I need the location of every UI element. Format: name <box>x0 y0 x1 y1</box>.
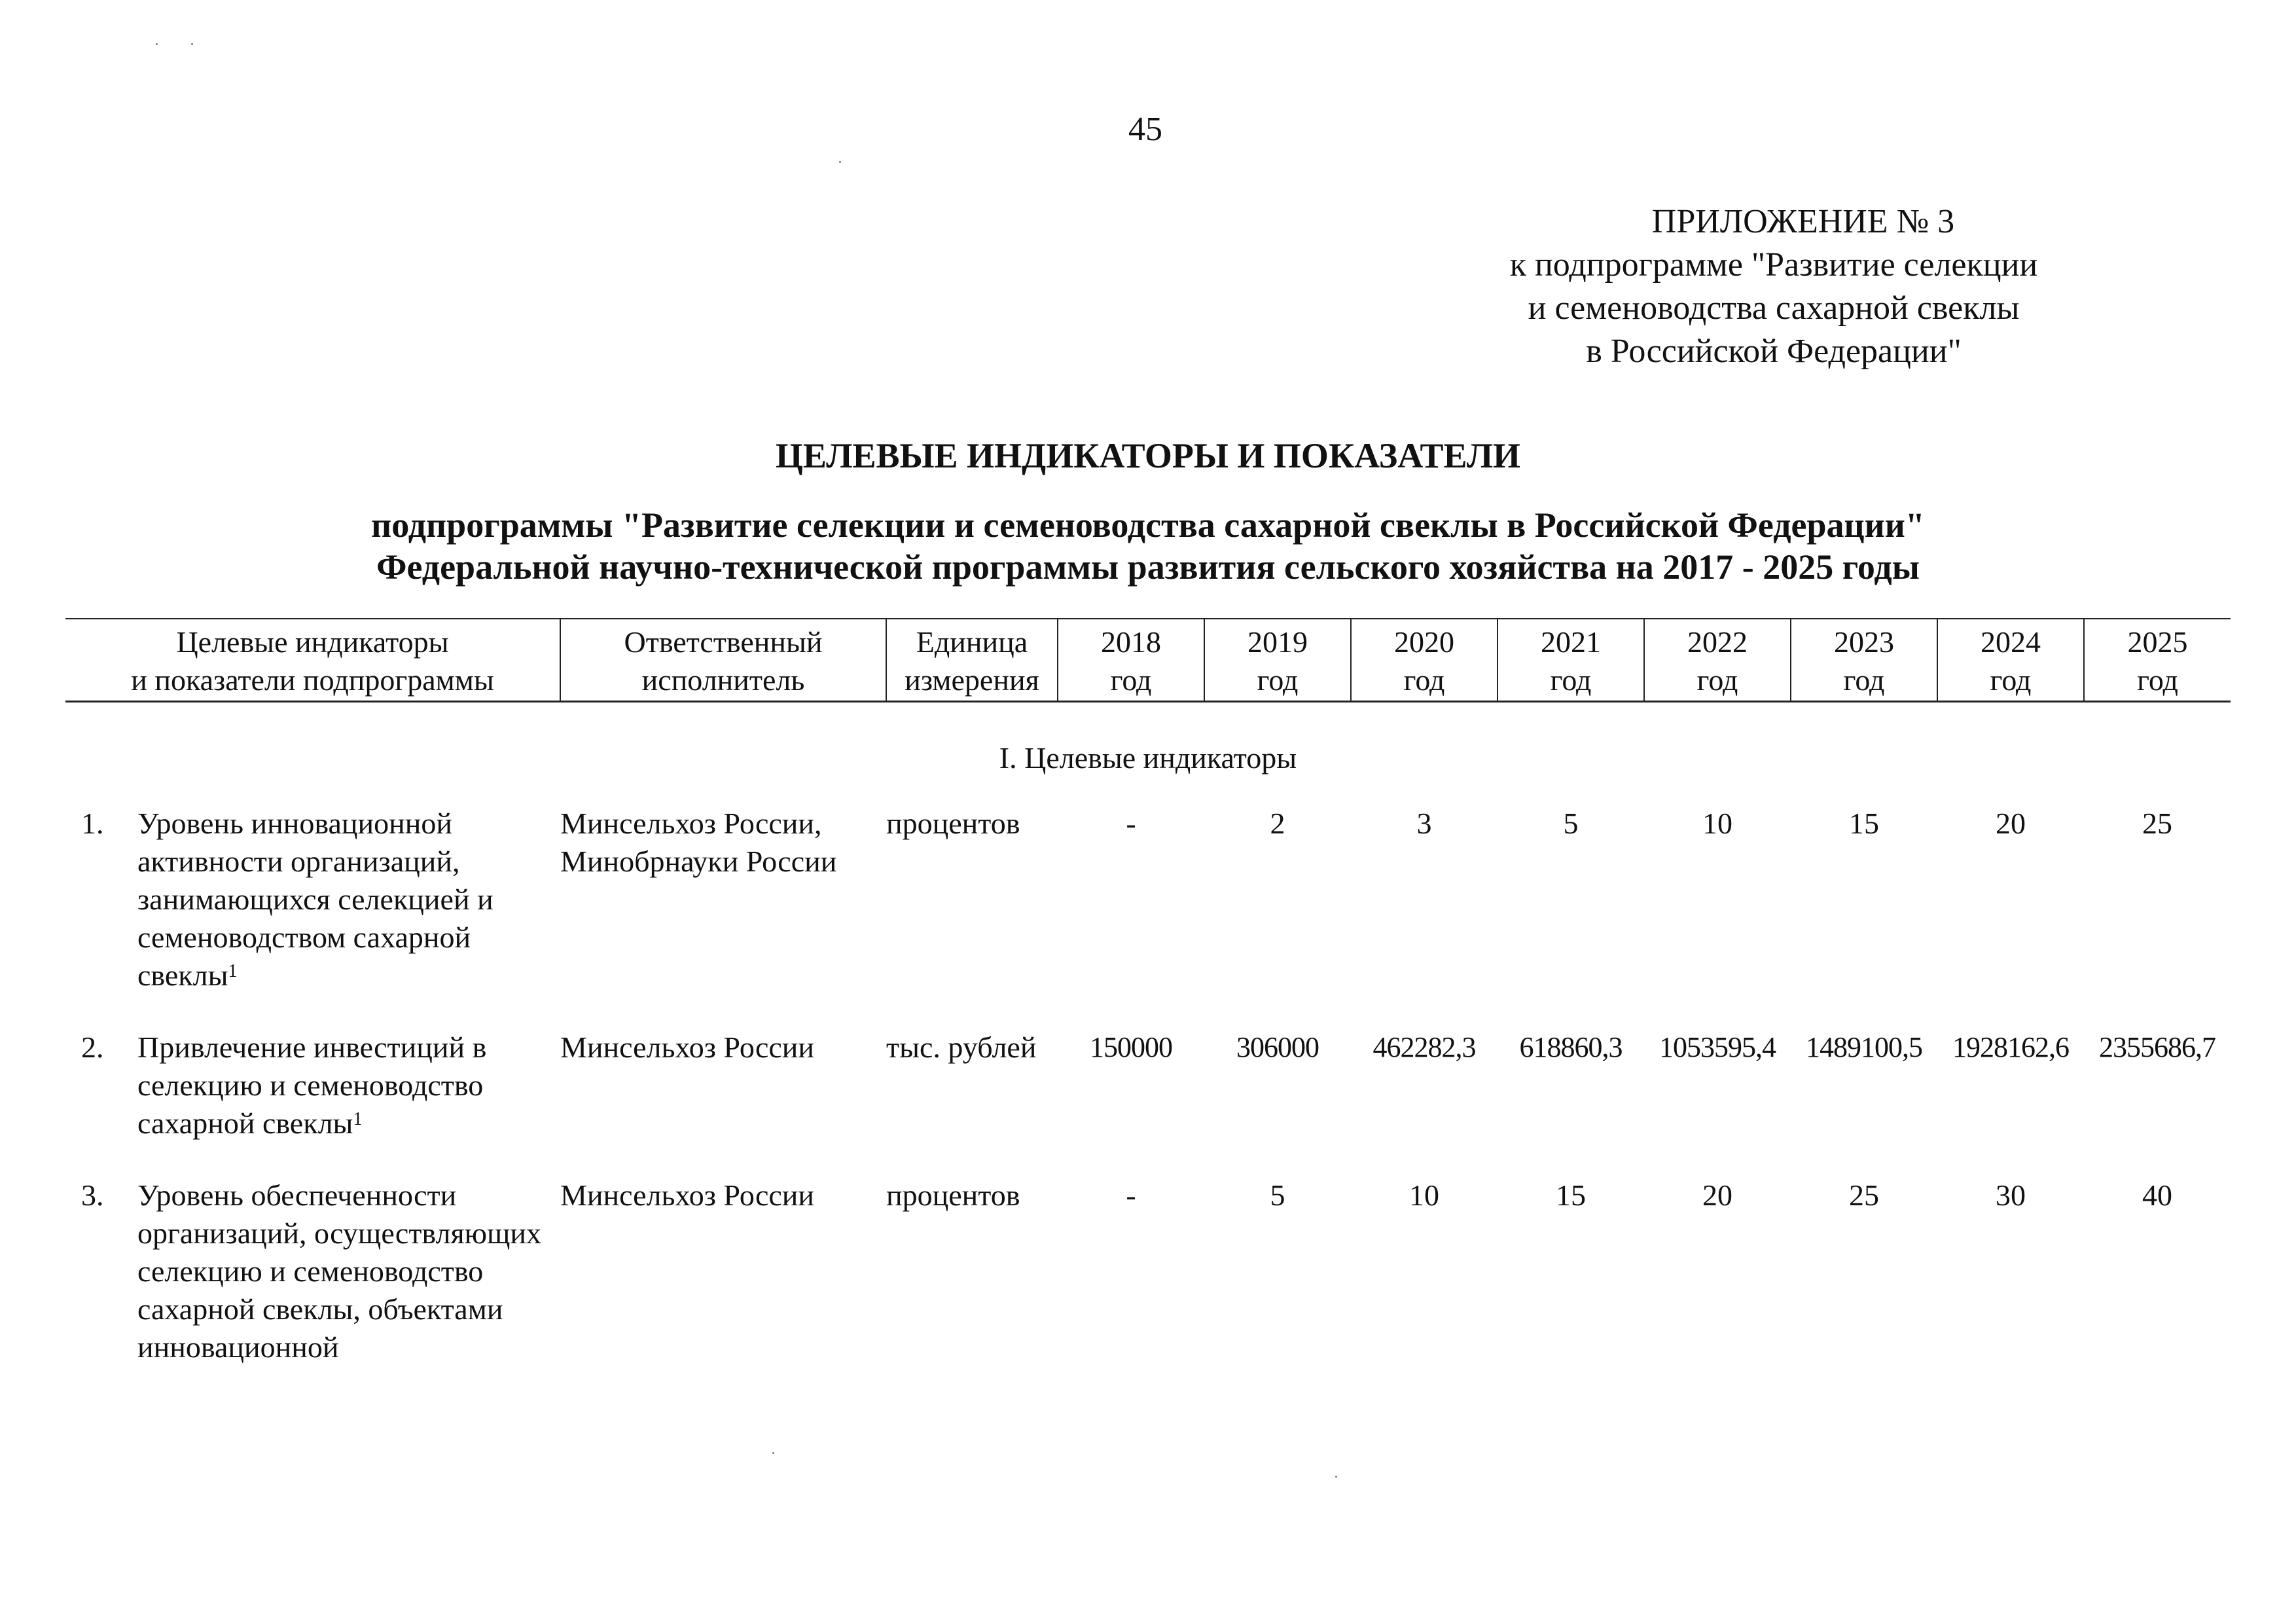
header-executor: Ответственный исполнитель <box>560 619 886 702</box>
value-cell: 462282,3 <box>1372 1031 1476 1063</box>
header-year: 2025 год <box>2084 619 2231 702</box>
value-cell: 20 <box>1702 1178 1732 1212</box>
section-row <box>65 702 2231 805</box>
title-line: подпрограммы "Развитие селекции и семеноводства сахарной свеклы в Российской Федерации" <box>371 505 1925 545</box>
unit-cell: процентов <box>886 807 1020 840</box>
value-cell: 5 <box>1563 807 1579 840</box>
header-year: 2021 год <box>1498 619 1644 702</box>
value-cell: 25 <box>2142 807 2172 840</box>
value-cell: 20 <box>1996 807 2026 840</box>
value-cell: - <box>1126 807 1136 840</box>
value-cell: 3 <box>1416 807 1432 840</box>
value-cell: 5 <box>1270 1178 1285 1212</box>
value-cell: 15 <box>1556 1178 1586 1212</box>
value-cell: 2 <box>1270 807 1285 840</box>
unit-cell: тыс. рублей <box>886 1030 1037 1064</box>
indicator-name: Уровень обеспеченности организаций, осуществляющих селекцию и семеноводство сахарной свеклы, объектами инновационной <box>137 1178 542 1364</box>
header-year: 2019 год <box>1204 619 1351 702</box>
section-title: I. Целевые индикаторы <box>999 741 1297 775</box>
scan-speck <box>191 43 193 45</box>
footnote-mark: 1 <box>228 961 238 981</box>
indicator-name: Привлечение инвестиций в селекцию и семеноводство сахарной свеклы <box>137 1030 487 1140</box>
appendix-heading: ПРИЛОЖЕНИЕ № 3 <box>1651 203 1955 240</box>
table-row <box>65 1029 2231 1176</box>
value-cell: 10 <box>1702 807 1732 840</box>
scan-speck <box>839 161 841 163</box>
appendix-line: и семеноводства сахарной свеклы <box>1528 289 2020 327</box>
indicator-name-cell <box>65 1029 560 1176</box>
table-row <box>65 1176 2231 1400</box>
value-cell: - <box>1126 1178 1136 1212</box>
indicators-table <box>65 618 2231 1400</box>
footnote-mark: 1 <box>353 1109 363 1129</box>
value-cell: 1928162,6 <box>1952 1031 2069 1063</box>
title-main: ЦЕЛЕВЫЕ ИНДИКАТОРЫ И ПОКАЗАТЕЛИ <box>775 436 1521 475</box>
scan-speck <box>156 43 158 45</box>
value-cell: 618860,3 <box>1519 1031 1623 1063</box>
value-cell: 150000 <box>1090 1031 1172 1063</box>
table-row <box>65 805 2231 1029</box>
header-year: 2020 год <box>1351 619 1498 702</box>
table-header <box>65 619 2231 702</box>
header-year: 2018 год <box>1058 619 1204 702</box>
header-year: 2023 год <box>1791 619 1937 702</box>
page-number: 45 <box>1128 111 1162 148</box>
value-cell: 1489100,5 <box>1806 1031 1922 1063</box>
scan-speck <box>772 1452 774 1454</box>
value-cell: 40 <box>2142 1178 2172 1212</box>
value-cell: 1053595,4 <box>1659 1031 1776 1063</box>
appendix-line: к подпрограмме "Развитие селекции <box>1509 246 2038 283</box>
executor-cell: Минсельхоз России <box>560 1178 815 1212</box>
value-cell: 25 <box>1849 1178 1879 1212</box>
unit-cell: процентов <box>886 1178 1020 1212</box>
header-name: Целевые индикаторы и показатели подпрограммы <box>65 619 560 702</box>
header-year: 2022 год <box>1644 619 1791 702</box>
row-number: 1. <box>81 807 104 840</box>
row-number: 3. <box>81 1178 104 1212</box>
appendix-line: в Российской Федерации" <box>1586 333 1962 370</box>
scan-speck <box>1335 1476 1337 1478</box>
value-cell: 15 <box>1849 807 1879 840</box>
header-year: 2024 год <box>1937 619 2084 702</box>
indicator-name-cell <box>65 1176 560 1400</box>
indicator-name-cell <box>65 805 560 1029</box>
value-cell: 10 <box>1409 1178 1439 1212</box>
row-number: 2. <box>81 1030 104 1064</box>
header-unit: Единица измерения <box>886 619 1058 702</box>
value-cell: 30 <box>1996 1178 2026 1212</box>
executor-cell: Минсельхоз России <box>560 1030 815 1064</box>
executor-cell: Минсельхоз России, Минобрнауки России <box>560 807 837 878</box>
document-title <box>0 429 2296 588</box>
value-cell: 2355686,7 <box>2099 1031 2215 1063</box>
indicator-name: Уровень инновационной активности организаций, занимающихся селекцией и семеноводством сахарной свеклы <box>137 807 493 992</box>
appendix-block <box>1486 200 2062 373</box>
title-line: Федеральной научно-технической программы развития сельского хозяйства на 2017 - 2025 годы <box>376 547 1920 587</box>
value-cell: 306000 <box>1236 1031 1319 1063</box>
